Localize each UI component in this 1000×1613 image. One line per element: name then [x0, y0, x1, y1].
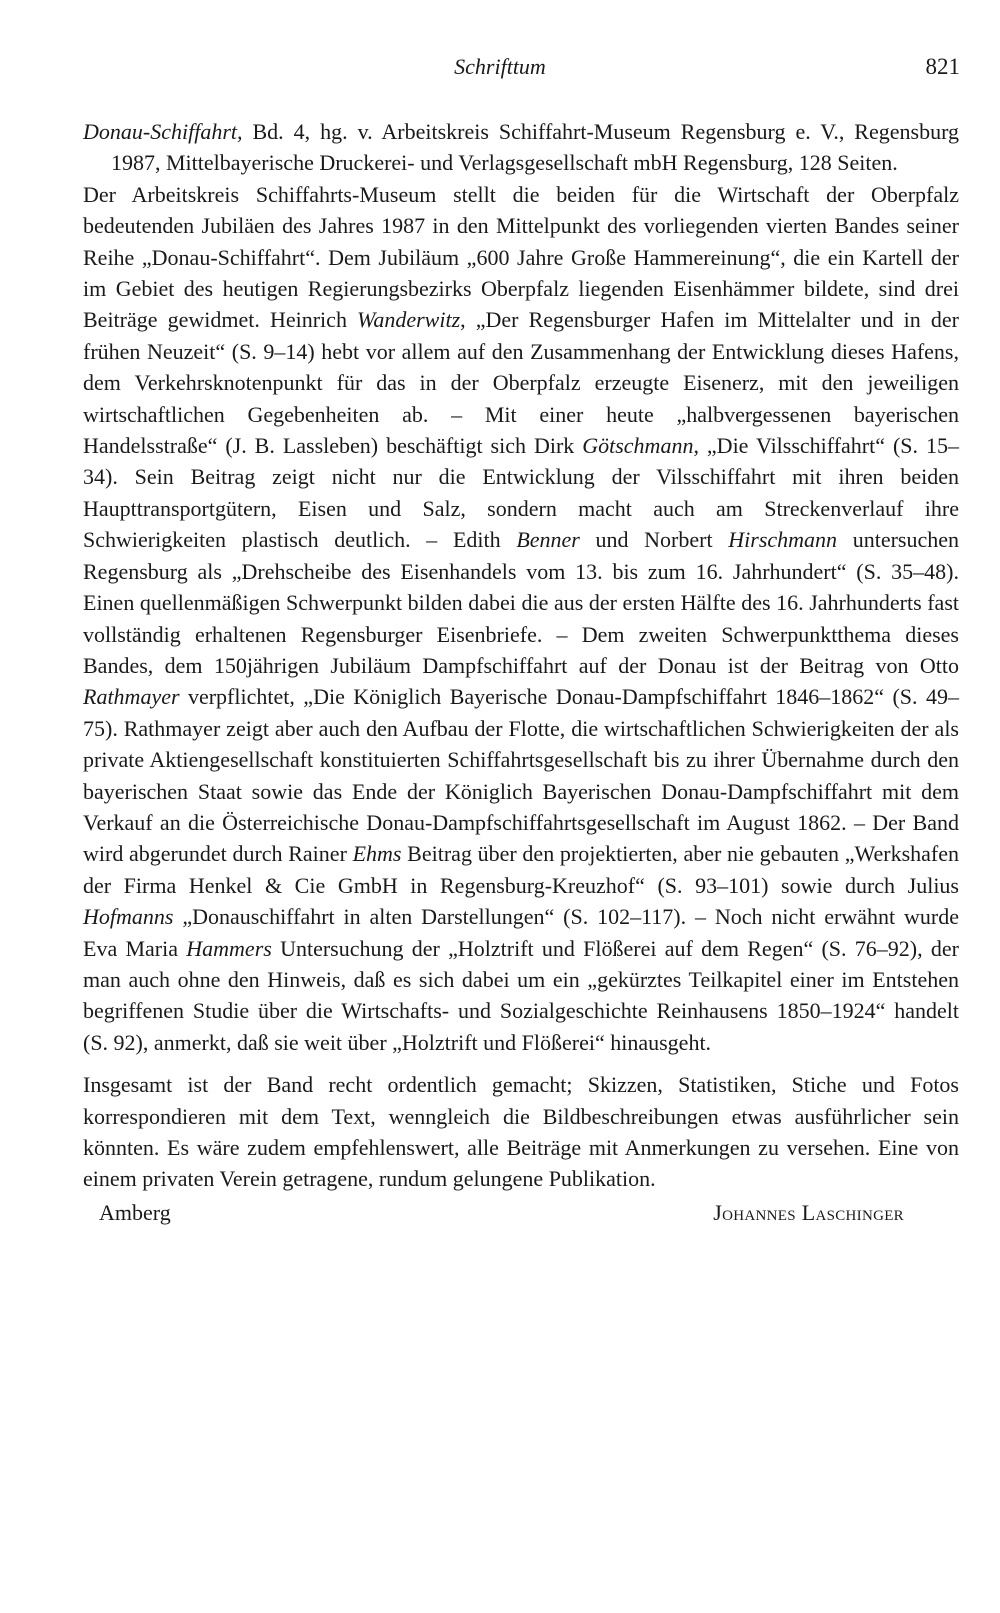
- review-paragraph-2: Insgesamt ist der Band recht ordentlich gemacht; Skizzen, Statistiken, Stiche und Fotos korrespondieren mit dem Text, wenngleich die Bildbeschreibungen etwas ausführlicher sein könnten. Es wäre zudem empfehlenswert, alle Beiträge mit Anmerkungen zu versehen. Eine von einem privaten Verein getragene, rundum gelungene Publikation.: [83, 1072, 959, 1192]
- paragraph-text-run: Untersuchung der „Holztrift und Flößerei auf dem Regen“ (S. 76–92), der man auch ohne den Hinweis, daß es sich dabei um ein „gekürztes Teilkapitel einer im Entstehen begriffenen Studie über die Wirtschafts- und Sozialgeschichte Reinhausens 1850–1924“ handelt (S. 92), anmerkt, daß sie weit über „Holztrift und Flößerei“ hinausgeht.: [83, 935, 959, 1055]
- paragraph-text-run: untersuchen Regensburg als „Drehscheibe des Eisenhandels vom 13. bis zum 16. Jahrhundert“ (S. 35–48). Einen quellenmäßigen Schwerpunkt bilden dabei die aus der ersten Hälfte des 16. Jahrhunderts fast vollständig erhaltenen Regensburger Eisenbriefe. – Dem zweiten Schwerpunktthema dieses Bandes, dem 150jährigen Jubiläum Dampfschiffahrt auf der Donau ist der Beitrag von Otto: [83, 527, 960, 678]
- paragraph-text-run: verpflichtet, „Die Königlich Bayerische Donau-Dampfschiffahrt 1846–1862“ (S. 49–75). Rathmayer zeigt aber auch den Aufbau der Flotte, die wirtschaftlichen Schwierigkeiten der als private Aktiengesellschaft konstituierten Schiffahrtsgesellschaft bis zu ihrer Übernahme durch den bayerischen Staat sowie das Ende der Königlich Bayerischen Donau-Dampfschiffahrt mit dem Verkauf an die Österreichische Donau-Dampfschiffahrtsgesellschaft im August 1862. – Der Band wird abgerundet durch Rainer: [83, 684, 959, 867]
- running-title: Schrifttum: [454, 54, 546, 79]
- citation-details: Bd. 4, hg. v. Arbeitskreis Schiffahrt-Museum Regensburg e. V., Regensburg 1987, Mittelbayerische Druckerei- und Verlagsgesellschaft mbH Regensburg, 128 Seiten.: [111, 119, 959, 176]
- bibliographic-citation: [83, 116, 959, 179]
- author-name-italic: Ehms: [352, 841, 402, 867]
- paragraph-text-run: und Norbert: [579, 527, 729, 553]
- author-name-italic: Hofmanns: [83, 904, 174, 930]
- page-number: 821: [925, 54, 960, 79]
- citation-title: Donau-Schiffahrt,: [83, 119, 243, 144]
- page-header: [0, 50, 1000, 86]
- signature-line: [83, 1197, 959, 1231]
- paragraph-text-run: „Donauschiffahrt in alten Darstellungen“ (S. 102–117). – Noch nicht erwähnt wurde Eva Maria: [83, 904, 959, 961]
- author-name-italic: Rathmayer: [83, 684, 180, 710]
- signature-place: Amberg: [99, 1199, 171, 1225]
- paragraph-text-run: , „Der Regensburger Hafen im Mittelalter und in der frühen Neuzeit“ (S. 9–14) hebt vor allem auf den Zusammenhang der Entwicklung dieses Hafens, dem Verkehrsknotenpunkt für das in der Oberpfalz erzeugte Eisenerz, mit den jeweiligen wirtschaftlichen Gegebenheiten ab. – Mit einer heute „halbvergessenen bayerischen Handelsstraße“ (J. B. Lassleben) beschäftigt sich Dirk: [83, 307, 959, 459]
- author-name-italic: Götschmann: [582, 433, 694, 459]
- reviewer-name: Johannes Laschinger: [713, 1199, 904, 1225]
- review-paragraph-1: [83, 179, 959, 1058]
- author-name-italic: Hammers: [186, 935, 272, 961]
- author-name-italic: Wanderwitz: [357, 307, 461, 333]
- author-name-italic: Hirschmann: [728, 527, 838, 553]
- paragraph-text-run: Der Arbeitskreis Schiffahrts-Museum stellt die beiden für die Wirtschaft der Oberpfalz bedeutenden Jubiläen des Jahres 1987 in den Mittelpunkt des vorliegenden vierten Bandes seiner Reihe „Donau-Schiffahrt“. Dem Jubiläum „600 Jahre Große Hammereinung“, die ein Kartell der im Gebiet des heutigen Regierungsbezirks Oberpfalz liegenden Eisenhämmer bildete, sind drei Beiträge gewidmet. Heinrich: [83, 181, 959, 333]
- paragraph-text-run: , „Die Vilsschiffahrt“ (S. 15–34). Sein Beitrag zeigt nicht nur die Entwicklung der Vilsschiffahrt mit ihren beiden Haupttransportgütern, Eisen und Salz, sondern macht auch am Streckenverlauf ihre Schwierigkeiten plastisch deutlich. – Edith: [83, 433, 959, 553]
- review-content: [83, 116, 959, 1231]
- author-name-italic: Benner: [516, 527, 580, 553]
- paragraph-text-run: Beitrag über den projektierten, aber nie gebauten „Werkshafen der Firma Henkel & Cie GmbH in Regensburg-Kreuzhof“ (S. 93–101) sowie durch Julius: [83, 841, 959, 898]
